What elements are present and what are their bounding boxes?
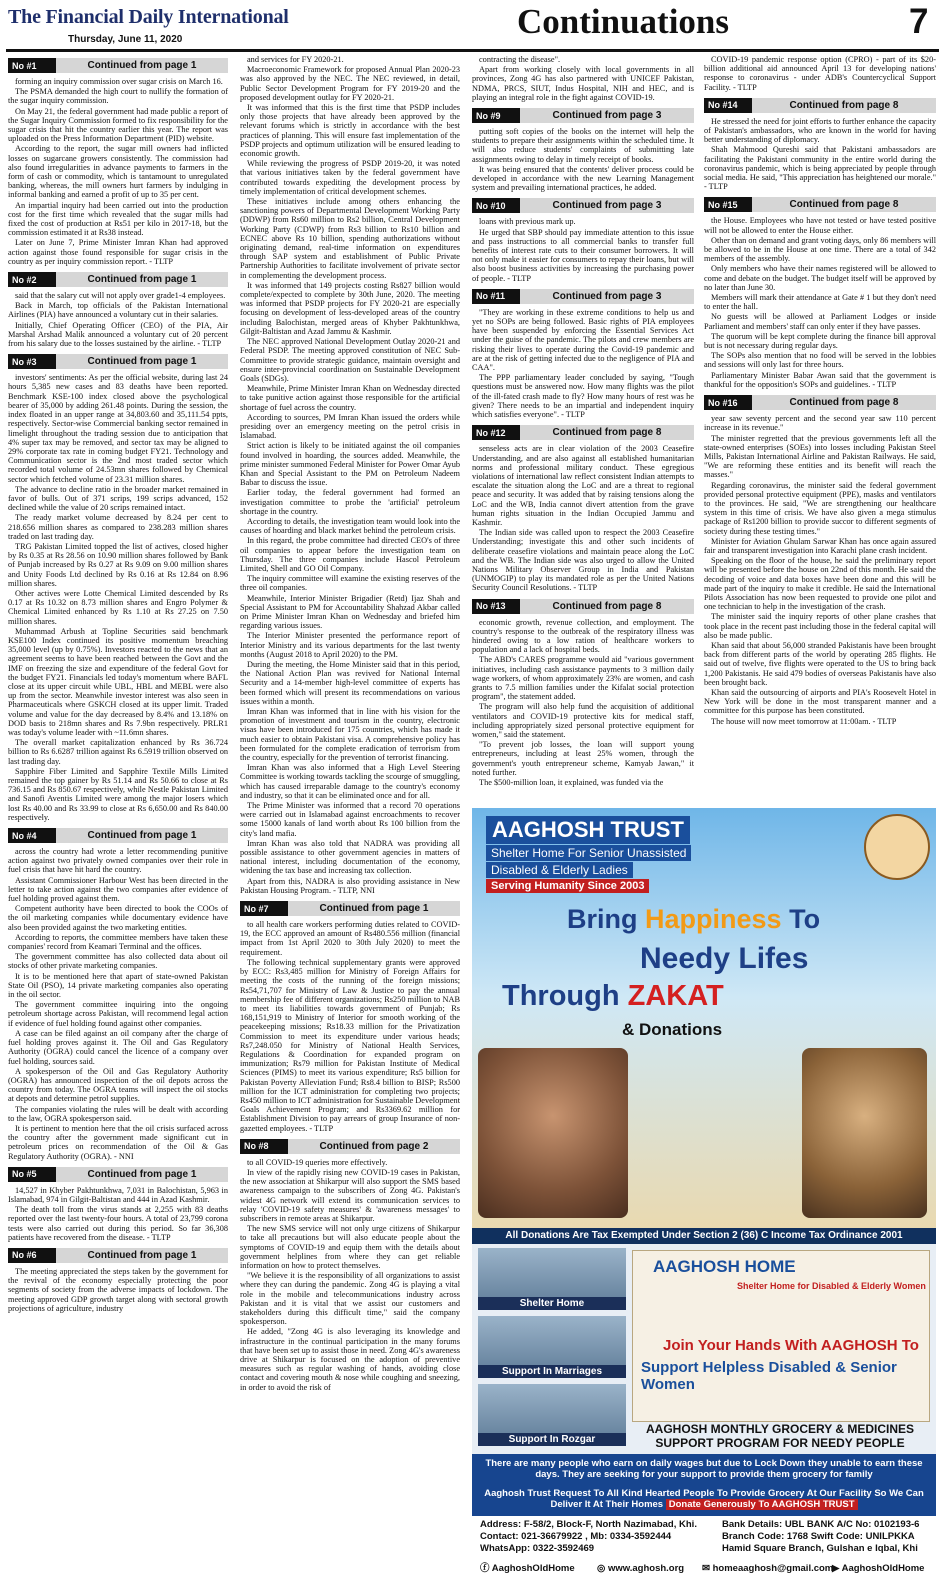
rozgar-support-tile bbox=[478, 1384, 626, 1446]
ad-tagline-2: Disabled & Elderly Ladies bbox=[486, 862, 633, 878]
paper-name: The Financial Daily International bbox=[8, 6, 289, 28]
story-paragraph: He added, "Zong 4G is also leveraging its knowledge and infrastructure in the continual participation in the many forums that have been set up to assist those in need. Zong 4G's awareness drive at Shikarpur is focused on the adoption of preventive measures such as regular washing of hands, avoiding close contact and covering mouth & nose while coughing and sneezing, in order to avoid the risk of bbox=[240, 1327, 460, 1392]
story-paragraph: The government committee inquiring into the ongoing petroleum shortage across Pakistan, will recommend legal action if evidence of fuel holding found against other companies. bbox=[8, 1000, 228, 1028]
story-number: No #7 bbox=[240, 901, 288, 916]
story-number: No #15 bbox=[704, 197, 752, 212]
ad-address: Address: F-58/2, Block-F, North Nazimabad, Khi. bbox=[480, 1519, 697, 1530]
story-paragraph: "To prevent job losses, the loan will support young entrepreneurs, including at least 25% women, through the government's youth entrepreneur scheme, Kamyab Jawan," it noted further. bbox=[472, 740, 694, 777]
ad-contact-phone: Contact: 021-36679922 , Mb: 0334-3592444 bbox=[480, 1531, 672, 1542]
story-paragraph: 14,527 in Khyber Pakhtunkhwa, 7,031 in Balochistan, 5,963 in Islamabad, 974 in Gilgit-Baltistan and 444 in Azad Kashmir. bbox=[8, 1185, 228, 1204]
story-number: No #6 bbox=[8, 1248, 56, 1263]
story-paragraph: The Interior Minister presented the performance report of Interior Ministry and its various departments for the last twenty months (August 2018 to April 2020) to the PM. bbox=[240, 631, 460, 659]
story-header bbox=[8, 58, 228, 73]
continued-from-label: Continued from page 1 bbox=[56, 354, 228, 369]
support-helpless-text: Support Helpless Disabled & Senior Women bbox=[641, 1359, 897, 1393]
continued-from-label: Continued from page 1 bbox=[56, 272, 228, 287]
continued-from-label: Continued from page 1 bbox=[56, 58, 228, 73]
elderly-woman-photo bbox=[478, 1048, 628, 1218]
story-paragraph: The $500-million loan, it explained, was funded via the bbox=[479, 778, 664, 787]
story-paragraph: It was informed that 149 projects costing Rs827 billion would complete/expected to complete by 30th June, 2020. The meeting was informed that PSDP projects for FY 2020-21 are especially focusing on development of less-developed areas of the country including Balochistan, merged areas of Khyber Pakhtunkhwa, Gilgit-Baltistan and Azad Jammu & Kashmir. bbox=[240, 280, 460, 336]
word-happiness: Happiness bbox=[645, 904, 782, 934]
story-paragraph: The PSMA demanded the high court to nullify the formation of the sugar inquiry commission. bbox=[8, 87, 228, 106]
ad-footer bbox=[472, 1454, 936, 1580]
story-paragraph: The meeting appreciated the steps taken by the government for the revival of the economy especially protecting the poor segments of society from the adverse impacts of lockdown. The meeting approved GDP growth target along with sectoral growth projections of agriculture, industry bbox=[8, 1266, 228, 1313]
story-paragraph: According to details, the investigation team would look into the causes of hoarding and black market behind the petroleum crisis. bbox=[240, 516, 460, 536]
story-paragraph: to all COVID-19 queries more effectively. bbox=[247, 1157, 388, 1167]
story-paragraph: Other actives were Lotte Chemical Limited descended by Rs 0.17 at Rs 10.32 on 8.73 million shares and Engro Polymer & Chemical Limited enhanced by Rs 1.10 at Rs 27.25 on 7.50 million shares. bbox=[8, 588, 228, 626]
branch-code: Branch Code: 1768 Swift Code: UNILPKKA bbox=[722, 1531, 915, 1542]
story-paragraph: According to the report, the sugar mill owners had inflicted losses on sugarcane growers consistently. The commission had also found irregularities in advance payments to farmers in the form of cash or commodity, which is tantamount to unregulated banking, whereas, the mill owners hurt farmers by indulging in informal banking and earned a profit of up to 35 per cent. bbox=[8, 144, 228, 200]
story-paragraph: He stressed the need for joint efforts to further enhance the capacity of Pakistan's ambassadors, who are known in the world for having better understanding of diplomacy. bbox=[704, 116, 936, 145]
ad-headline-4: & Donations bbox=[622, 1020, 723, 1039]
story-paragraph: The PPP parliamentary leader concluded by saying, "Tough questions must be answered now. How many flights was the pilot of the ill-fated crash made to fly? How many hours of rest was he given? There needs to be an impartial and independent inquiry which satisfies everyone". - TLTP bbox=[472, 373, 694, 420]
story-header bbox=[8, 272, 228, 287]
tile-label: Shelter Home bbox=[478, 1297, 626, 1310]
story-paragraph: The advance to decline ratio in the broader market remained in favor of bulls. Out of 371 scrips, 199 scrips advanced, 152 declined while the value of 20 scrips remained intact. bbox=[8, 484, 228, 513]
continued-story bbox=[472, 425, 694, 592]
story-header bbox=[8, 1248, 228, 1263]
page-number: 7 bbox=[909, 2, 929, 41]
home-subtitle: Shelter Home for Disabled & Elderly Women bbox=[737, 1281, 926, 1291]
story-paragraph: The following technical supplementary grants were approved by ECC: Rs3,485 million for Ministry of Foreign Affairs for meeting the costs of the running of the foreign missions; Rs54,71,707 for Ministry of Law & Justice to pay the annual membership fee of different organizations; Rs250 million to NAB to meet its liabilities towards government of Punjab; Rs 168,151,919 to Ministry of Interior for smooth working of the peacekeeping missions; Rs18.33 million for the Privatization Commission to meet its expenditure under various heads; Rs7,248.050 for Ministry of National Health Services, Regulations & Coordination for expanded program on immunization; Rs79 million for Pakistan Institute of Medical Sciences (PIMS) to meet its various expenditure; Rs5 billion for Pakistan Poverty Alleviation Fund; Rs8.4 billion to BISP; Rs500 million for the ICT administration for completing two projects; Rs450 million to ICT administration for Sustainable Development Goals Achievement Program; and Rs3369.62 million for Establishment Division to pay arrears of group Insurance of non-gazetted employees. - TLTP bbox=[240, 957, 460, 1133]
story-paragraph: Competent authority have been directed to book the COOs of the oil marketing companies while documentary evidence have also been provided against the two marketing entities. bbox=[8, 904, 228, 932]
website-text: www.aghosh.org bbox=[607, 1563, 685, 1574]
youtube-text: AaghoshOldHome bbox=[841, 1563, 925, 1574]
continued-story bbox=[704, 98, 936, 192]
story-header bbox=[8, 354, 228, 369]
story-paragraph: putting soft copies of the books on the internet will help the students to prepare their assignments within the scheduled time. It will also reduce students' complaints of submitting late assignments owing to delay in timely receipt of books. bbox=[472, 127, 694, 164]
continued-from-label: Continued from page 1 bbox=[56, 1248, 228, 1263]
join-hands-text: Join Your Hands With AAGHOSH To bbox=[663, 1337, 919, 1354]
facebook-text: AaghoshOldHome bbox=[491, 1563, 575, 1574]
ad-hero bbox=[472, 808, 936, 1228]
story-paragraph: Strict action is likely to be initiated against the oil companies found involved in hoarding, the sources added. Meanwhile, the prime minister summoned Federal Minister for Power Omar Ayub Khan and Special Assistant to the PM on Petroleum Nadeem Babar to discuss the issue. bbox=[240, 441, 460, 488]
story-number: No #16 bbox=[704, 395, 752, 410]
story-header bbox=[704, 98, 936, 113]
story-number: No #1 bbox=[8, 58, 56, 73]
ad-headline-2: Needy Lifes bbox=[640, 942, 809, 975]
story-paragraph: The companies violating the rules will be dealt with according to the law, OGRA spokesperson said. bbox=[8, 1104, 228, 1123]
continued-story bbox=[8, 1167, 228, 1242]
story-paragraph: The Prime Minister was informed that a record 70 operations were carried out in Islamabad against encroachments to recover some 15000 kanals of land worth about Rs 100 billion from the city's land mafia. bbox=[240, 801, 460, 838]
story-paragraph: The new SMS service will not only urge citizens of Shikarpur to take all precautions but will also educate people about the symptoms of COVID-19 and equip them with the details about government helplines from where they can get reliable information on how to protect themselves. bbox=[240, 1224, 460, 1270]
continued-from-label: Continued from page 3 bbox=[520, 108, 694, 123]
email bbox=[702, 1563, 833, 1574]
story-paragraph: investors' sentiments: As per the official website, during last 24 hours 5,385 new cases and 83 deaths have been reported. Benchmark KSE-100 index closed above the psychological bearer of 35,000 by adding 261.48 points. During the session, the index floated in an upper range at 34,803.60 and 35,111.54 ppts, respectively. Sector-wise Commercial banking sector remained in limelight throughout the trading session due to anticipation that 4% super tax may be removed, and sector tax may be aligned to 29% corporate tax rate in coming budget FY21. Technology and Communication sector is the 2nd most traded sector which recorded total volume of 24.53mn shares followed by Chemical sector which fetched volume of 23.31 million shares. bbox=[8, 373, 228, 484]
aaghosh-home-panel bbox=[632, 1250, 930, 1422]
story-header bbox=[704, 395, 936, 410]
facebook-icon: ⓕ bbox=[480, 1563, 492, 1574]
ad-whatsapp: WhatsApp: 0322-3592469 bbox=[480, 1543, 595, 1554]
continued-story bbox=[240, 55, 460, 895]
story-paragraph: Assistant Commissioner Harbour West has been directed in the letter to take action against the two companies after evidence of fuel holding proved against them. bbox=[8, 875, 228, 904]
story-header bbox=[8, 828, 228, 843]
story-paragraph: forming an inquiry commission over sugar crisis on March 16. bbox=[15, 77, 223, 86]
monthly-line-2: SUPPORT PROGRAM FOR NEEDY PEOPLE bbox=[655, 1436, 905, 1450]
youtube-icon: ▶ bbox=[832, 1563, 842, 1574]
story-paragraph: During the meeting, the Home Minister said that in this period, the National Action Plan was revived for National Internal Security and a 14-member high-level committee of experts has been formed which will present its recommendations on various issues within a month. bbox=[240, 660, 460, 706]
story-paragraph: The inquiry committee will examine the existing reserves of the three oil companies. bbox=[240, 574, 460, 593]
story-paragraph: loans with previous mark up. bbox=[479, 217, 576, 227]
continued-story bbox=[472, 599, 694, 788]
story-paragraph: In view of the rapidly rising new COVID-19 cases in Pakistan, the new association at Shikarpur will also support the SMS based awareness campaign to the subscribers of Zong 4G. Pakistan's widest 4G network will extend its communication services to relay 'COVID-19 safety measures' & 'awareness messages' to subscribers in remote areas at Shikarpur. bbox=[240, 1167, 460, 1223]
story-paragraph: Initially, Chief Operating Officer (CEO) of the PIA, Air Marshal Arshad Malik announced a voluntary cut of 20 percent from his salary due to the losses sustained by the airline. - TLTP bbox=[8, 320, 228, 349]
facebook-handle bbox=[480, 1563, 575, 1574]
story-paragraph: The quorum will be kept complete during the finance bill approval but is not necessary during regular days. bbox=[704, 331, 936, 351]
request-line: Aaghosh Trust Request To All Kind Hearted People To Provide Grocery At Our Facility So We Can Deliver It At Their Homes bbox=[484, 1488, 924, 1510]
story-header bbox=[472, 425, 694, 440]
story-number: No #14 bbox=[704, 98, 752, 113]
continued-from-label: Continued from page 3 bbox=[520, 198, 694, 213]
story-paragraph: In this regard, the probe committee had directed CEO's of three oil companies to appear before the investigation team on Thursday. The three companies include Hascol Petroleum Limited, Shell and GO Oil Company. bbox=[240, 536, 460, 573]
story-paragraph: He urged that SBP should pay immediate attention to this issue and pass instructions to all commercial banks to transfer full benefits of interest rate cuts to their consumer borrowers. It will not only make it easier for consumers to repay their loans, but will also boost business activities by increasing the purchasing power of people. - TLTP bbox=[472, 227, 694, 283]
story-number: No #10 bbox=[472, 198, 520, 213]
story-paragraph: An impartial inquiry had been carried out into the production cost for the first time which revealed that the sugar mills had fixed the cost of production at Rs51 per kilo in 2017-18, but the commission estimated it at Rs38 instead. bbox=[8, 200, 228, 238]
story-paragraph: contracting the disease". bbox=[479, 55, 561, 64]
story-paragraph: Members will mark their attendance at Gate # 1 but they don't need to enter the hall. bbox=[704, 293, 936, 312]
story-paragraph: senseless acts are in clear violation of the 2003 Ceasefire Understanding, and are also against all established humanitarian norms and professional military conduct. These egregious violations of international law reflect consistent Indian attempts to escalate the situation along the LoC and are a threat to regional peace and security. It was added that by raising tensions along the LoC and the WB, India cannot divert attention from the grave human rights situation in the Indian Occupied Jammu and Kashmir. bbox=[472, 444, 694, 527]
continued-from-label: Continued from page 8 bbox=[752, 98, 936, 113]
story-number: No #2 bbox=[8, 272, 56, 287]
continued-story bbox=[240, 1139, 460, 1392]
word-through: Through bbox=[502, 980, 620, 1012]
home-title: AAGHOSH HOME bbox=[653, 1257, 796, 1276]
story-paragraph: It is pertinent to mention here that the oil crisis surfaced across the country after the government made significant cut in petroleum prices on recommendation of the Oil & Gas Regulatory Authority (OGRA). - NNI bbox=[8, 1123, 228, 1161]
story-paragraph: The overall market capitalization enhanced by Rs 36.724 billion to Rs 6.6287 trillion against Rs 6.5919 trillion observed on last trading day. bbox=[8, 738, 228, 766]
word-bring: Bring bbox=[567, 904, 638, 934]
story-paragraph: Parliamentary Minister Babar Awan said that the government is thankful for the opposition's SOPs and guidelines. - TLTP bbox=[704, 370, 936, 389]
story-paragraph: Apart from this, NADRA is also providing assistance in New Pakistan Housing Program. - TLTP, NNI bbox=[240, 876, 460, 895]
story-paragraph: The death toll from the virus stands at 2,255 with 83 deaths reported over the last twenty-four hours. A total of 23,799 corona tests were also carried out during this period. So far 36,308 patients have recovered from the disease. - TLTP bbox=[8, 1205, 228, 1242]
trust-seal-icon bbox=[864, 814, 930, 880]
continued-story bbox=[472, 289, 694, 419]
story-header bbox=[8, 1167, 228, 1182]
masthead-rule bbox=[6, 49, 939, 52]
story-header bbox=[240, 901, 460, 916]
marriage-support-tile bbox=[478, 1316, 626, 1378]
story-paragraph: TRG Pakistan Limited topped the list of actives, closed higher by Rs 0.35 at Rs 28.56 on 10.90 million shares followed by Bank of Punjab increased by Rs 0.27 at Rs 9.09 on 9.00 million shares and Unity Foods Ltd declined by Rs 0.16 at Rs 12.84 on 8.96 million shares. bbox=[8, 541, 228, 588]
story-paragraph: Earlier today, the federal government had formed an investigation committee to probe the 'artificial' petroleum shortage in the country. bbox=[240, 488, 460, 516]
story-paragraph: COVID-19 pandemic response option (CPRO) - part of its $20-billion additional aid announced April 13 for developing nations' response to coronavirus - under ADB's Countercyclical Support Facility. - TLTP bbox=[704, 55, 936, 92]
story-number: No #4 bbox=[8, 828, 56, 843]
story-number: No #5 bbox=[8, 1167, 56, 1182]
story-paragraph: The ABD's CARES programme would aid "various government initiatives, including cash assistance payments to 3 million daily wage workers, of whom approximately 23% are women, and cash grants to 7.5 million families under the Kifalat social protection program", the statement added. bbox=[472, 655, 694, 702]
story-paragraph: The minister said the inquiry reports of other plane crashes that took place in the recent past including those in the federal capital will also be made public. bbox=[704, 612, 936, 640]
story-header bbox=[240, 1139, 460, 1154]
story-paragraph: Macroeconomic Framework for proposed Annual Plan 2020-23 was also approved by the NEC. The NEC reviewed, in detail, Public Sector Development Program for FY 2019-20 and the proposed development outlay for FY 2020-21. bbox=[240, 65, 460, 102]
continued-story bbox=[8, 828, 228, 1161]
continued-story bbox=[240, 901, 460, 1133]
story-paragraph: Khan said the outsourcing of airports and PIA's Roosevelt Hotel in New York will be done in the most transparent manner and a committee for this purpose has been constituted. bbox=[704, 687, 936, 716]
globe-icon: ◎ bbox=[597, 1563, 608, 1574]
continued-from-label: Continued from page 8 bbox=[752, 197, 936, 212]
story-paragraph: Imran Khan was informed that in line with his vision for the promotion of investment and tourism in the country, electronic visas have been introduced for 175 countries, which has made it much easier to obtain Pakistani visa. A comprehensive policy has been formulated for the complete eradication of terrorism from the country, especially for the prevention of terrorist financing. bbox=[240, 707, 460, 763]
story-number: No #8 bbox=[240, 1139, 288, 1154]
story-paragraph: A spokesperson of the Oil and Gas Regulatory Authority (OGRA) has announced inspection of the oil depots across the country from today. The OGRA teams will inspect the oil stocks at depots and determine petrol supplies. bbox=[8, 1066, 228, 1104]
email-icon: ✉ bbox=[702, 1563, 713, 1574]
story-number: No #11 bbox=[472, 289, 520, 304]
issue-date: Thursday, June 11, 2020 bbox=[68, 34, 183, 45]
story-paragraph: Imran Khan was also informed that a High Level Steering Committee is working towards tackling the scourge of smuggling, which has caused irreparable damage to the country's economy and industry, so that it can be eliminated once and for all. bbox=[240, 763, 460, 800]
story-paragraph: Later on June 7, Prime Minister Imran Khan had approved action against those found responsible for sugar crisis in the country as per inquiry commission report. - TLTP bbox=[8, 238, 228, 266]
tax-exemption-banner: All Donations Are Tax Exempted Under Section 2 (36) C Income Tax Ordinance 2001 bbox=[472, 1228, 936, 1244]
story-paragraph: across the country had wrote a letter recommending punitive action against two privately owned companies over their role in fuel crisis that have hit hard the country. bbox=[8, 847, 228, 875]
ad-brand: AAGHOSH TRUST bbox=[486, 816, 690, 844]
story-paragraph: No guests will be allowed at Parliament Lodges or inside Parliament and members' staff can only enter if they have passes. bbox=[704, 312, 936, 331]
story-paragraph: and services for FY 2020-21. bbox=[247, 55, 344, 64]
continued-story bbox=[472, 198, 694, 282]
story-paragraph: A case can be filed against an oil company after the charge of fuel holding proves against it. The Oil and Gas Regulatory Authority (OGRA) could cancel the licence of a company over fuel holding, sources said. bbox=[8, 1028, 228, 1066]
appeal-text: There are many people who earn on daily wages but due to Lock Down they unable to earn these days. They are seeking for your support to provide them grocery for family bbox=[485, 1458, 923, 1480]
continued-from-label: Continued from page 1 bbox=[56, 828, 228, 843]
word-to: To bbox=[789, 904, 821, 934]
story-paragraph: According to reports, the committee members have taken these companies' record from Keamari Terminal and the offices. bbox=[8, 932, 228, 952]
story-paragraph: Khan said that about 56,000 stranded Pakistanis have been brought back from different parts of the world by operating 285 flights. He said out of twelve, five flights were operated to the US to bring back 1,200 Pakistanis. He said 479 bodies of overseas Pakistanis have also been brought back. bbox=[704, 640, 936, 687]
section-title: Continuations bbox=[517, 2, 730, 41]
story-paragraph: Other than on demand and grant voting days, only 86 members will be allowed to be in the House at one time. There are a total of 342 members of the assembly. bbox=[704, 235, 936, 264]
story-paragraph: The SOPs also mention that no food will be served in the lobbies and sessions will only last for three hours. bbox=[704, 351, 936, 370]
continued-story bbox=[704, 395, 936, 726]
story-paragraph: Regarding coronavirus, the minister said the federal government provided personal protective equipment (PPE), masks and ventilators to the provinces. He said, "We are strengthening our healthcare system in this time of crisis. We have also given a mega stimulus package of Rs1200 billion to provide succor to different segments of society during these testing times." bbox=[704, 480, 936, 536]
continued-story bbox=[472, 55, 694, 102]
continued-story bbox=[8, 1248, 228, 1313]
donate-call: Donate Generously To AAGHOSH TRUST bbox=[666, 1499, 858, 1510]
story-paragraph: Imran Khan was also told that NADRA was providing all possible assistance to other government agencies in matters of national interest, including documentation of the economy, widening the tax base and increasing tax collection. bbox=[240, 838, 460, 876]
story-paragraph: "We believe it is the responsibility of all organizations to assist where they can during the pandemic. Zong 4G is playing a vital role in the mobile and telecommunications industry across Pakistan and it is vital that we assist our customers and stakeholders during this difficult time," said the company spokesperson. bbox=[240, 1271, 460, 1327]
story-paragraph: Apart from working closely with local governments in all provinces, Zong 4G has also partnered with UNICEF Pakistan, NDMA, PRCS, SIUT, Indus Hospital, NIH and HEC, and is playing an integral role in the fight against COVID-19. bbox=[472, 65, 694, 102]
continued-story bbox=[8, 272, 228, 348]
bank-details: Bank Details: UBL BANK A/C No: 0102193-6 bbox=[722, 1519, 920, 1530]
column-1 bbox=[8, 55, 228, 1580]
request-text bbox=[478, 1488, 930, 1510]
story-paragraph: The Indian side was called upon to respect the 2003 Ceasefire Understanding; investigate this and other such incidents of deliberate ceasefire violations and maintain peace along the LoC and the WB. The Indian side was also urged to allow the United Nations Military Observer Group in India and Pakistan (UNMOGIP) to play its mandated role as per the United Nations Security Council Resolutions. - TLTP bbox=[472, 528, 694, 593]
continued-story bbox=[472, 108, 694, 192]
continued-story bbox=[704, 55, 936, 92]
story-paragraph: said that the salary cut will not apply over grade1-4 employees. bbox=[15, 291, 226, 301]
aaghosh-trust-advertisement bbox=[472, 808, 936, 1580]
story-header bbox=[472, 108, 694, 123]
continued-story bbox=[8, 58, 228, 266]
story-paragraph: The program will also help fund the acquisition of additional ventilators and COVID-19 protective kits for medical staff, including appropriately sized personal protective equipment for women," said the statement. bbox=[472, 702, 694, 739]
ad-tagline-3: Serving Humanity Since 2003 bbox=[486, 879, 649, 893]
story-paragraph: The minister regretted that the previous governments left all the state-owned enterprises (SOEs) into losses including Pakistan Steel Mills, Pakistan International Airline and Pakistan Railways. He said, "We are reforming these entities and its benefit will reach the masses." bbox=[704, 433, 936, 480]
story-paragraph: The NEC approved National Development Outlay 2020-21 and Federal PSDP. The meeting approved constitution of NEC Sub-Committee to provide strategic guidance, maintain oversight and ensure inter-provincial coordination on Sustainable Development Goals (SDGs). bbox=[240, 337, 460, 383]
story-paragraph: Sapphire Fiber Limited and Sapphire Textile Mills Limited remained the top gainer by Rs 51.14 and Rs 50.66 to close at Rs 736.15 and Rs 850.67 respectively, while Nestle Pakistan Limited and Sanofi Aventis Limited were among the major losers which lost Rs 40.00 and Rs 33.99 to close at Rs 6,650.00 and Rs 840.00 respectively. bbox=[8, 766, 228, 822]
story-header bbox=[472, 289, 694, 304]
story-paragraph: Shah Mahmood Qureshi said that Pakistani ambassadors are facilitating the Pakistani community in the entire world during the coronavirus pandemic, which is being appreciated by people through social media. He said, "This appreciation has heightened our morale." - TLTP bbox=[704, 145, 936, 192]
continued-from-label: Continued from page 8 bbox=[752, 395, 936, 410]
story-paragraph: Back in March, top officials of the Pakistan International Airlines (PIA) have announced a voluntary cut in their salaries. bbox=[8, 301, 228, 320]
story-number: No #9 bbox=[472, 108, 520, 123]
branch-address: Hamid Square Branch, Gulshan e Iqbal, Khi bbox=[722, 1543, 918, 1554]
story-paragraph: Muhammad Arbush at Topline Securities said benchmark KSE100 Index continued its positive momentum breaching 35,000 level (up by 0.75%). Investors reacted to the news that an agreement seems to have been reached between the Govt and the IMF on freezing the size and expenditure of the federal Govt for the budget FY21. Financials led today's momentum where BAFL close at its upper circuit while UBL, HBL and MEBL were also up from the sector. Meanwhile investor interest was also seen in Pharmaceuticals where GSKCH closed at its upper limit. Traded volume and value for the day decreased by 8.4% and 13.18% on DOD basis to 218mn shares and Rs 7.9bn respectively. PRLR1 was today's volume leader with ~11.6mn shares. bbox=[8, 626, 228, 737]
continued-story bbox=[704, 197, 936, 389]
story-paragraph: Meanwhile, Interior Minister Brigadier (Retd) Ijaz Shah and Special Assistant to PM for Accountability Shahzad Akbar called on Prime Minister Imran Khan on Wednesday and briefed him regarding various issues. bbox=[240, 593, 460, 631]
story-paragraph: It is to be mentioned here that apart of state-owned Pakistan State Oil (PSO), 14 private marketing companies also operating in the oil sector. bbox=[8, 971, 228, 1000]
story-number: No #3 bbox=[8, 354, 56, 369]
story-paragraph: According to sources, PM Imran Khan issued the orders while presiding over an emergency meeting on the petrol crisis in Islamabad. bbox=[240, 412, 460, 441]
column-2 bbox=[240, 55, 460, 1580]
story-paragraph: It was being ensured that the contents' deliver process could be developed in accordance with the new Learning Management system and prevailing international practices, he added. bbox=[472, 164, 694, 193]
story-paragraph: "They are working in these extreme conditions to help us and yet no SOPs are being followed. Basic rights of PIA employees have been suspended by enforcing the Essential Services Act under the guise of the pandemic. The pilots and crew members are risking their lives to operate during the Covid-19 pandemic and are at the risk of getting infected due to the negligence of PIA and CAA". bbox=[472, 307, 694, 373]
ad-services bbox=[472, 1244, 936, 1454]
story-paragraph: Meanwhile, Prime Minister Imran Khan on Wednesday directed to take punitive action against those responsible for the artificial shortage of fuel across the country. bbox=[240, 384, 460, 412]
story-paragraph: year saw seventy percent and the second year saw 110 percent increase in its revenue." bbox=[704, 414, 936, 433]
monthly-line-1: AAGHOSH MONTHLY GROCERY & MEDICINES bbox=[645, 1422, 915, 1436]
story-paragraph: The ready market volume decreased by 8.24 per cent to 218.656 million shares as compared to 238.283 million shares traded on last trading day. bbox=[8, 513, 228, 541]
continued-story bbox=[8, 354, 228, 822]
tile-label: Support In Marriages bbox=[478, 1365, 626, 1378]
story-paragraph: The house will now meet tomorrow at 11:00am. - TLTP bbox=[711, 716, 897, 726]
shelter-home-tile bbox=[478, 1248, 626, 1310]
story-paragraph: to all health care workers performing duties related to COVID-19, the ECC approved an amount of Rs480.556 million (financial impact from 1st April 2020 to 30th July 2020) to meet the requirement. bbox=[240, 920, 460, 957]
story-paragraph: It was informed that this is the first time that PSDP includes only those projects that have already been approved by the relevant forums which is strictly in accordance with the best practices of planning. This will ensure fast implementation of the PSDP projects and optimum utilization will be ensured leading to economic growth. bbox=[240, 103, 460, 159]
email-text: homeaaghosh@gmail.com bbox=[712, 1563, 834, 1574]
story-paragraph: While reviewing the progress of PSDP 2019-20, it was noted that various initiatives taken by the federal government have contributed towards expediting the development process by timely implementation of critical development schemes. bbox=[240, 159, 460, 196]
monthly-program bbox=[632, 1422, 928, 1450]
story-paragraph: economic growth, revenue collection, and employment. The country's response to the outbreak of the respiratory illness was hindered owing to a low ration of healthcare workers to population and a lack of hospital beds. bbox=[472, 617, 694, 655]
story-paragraph: Minister for Aviation Ghulam Sarwar Khan has once again assured fair and transparent investigation into Karachi plane crash incident. bbox=[704, 536, 936, 555]
masthead bbox=[0, 0, 945, 50]
contact-block bbox=[472, 1516, 936, 1580]
youtube-handle bbox=[832, 1563, 924, 1574]
story-header bbox=[472, 599, 694, 614]
tile-label: Support In Rozgar bbox=[478, 1433, 626, 1446]
continued-from-label: Continued from page 3 bbox=[520, 289, 694, 304]
story-number: No #13 bbox=[472, 599, 520, 614]
story-number: No #12 bbox=[472, 425, 520, 440]
story-paragraph: The government committee has also collected data about oil stocks of other private marketing companies. bbox=[8, 952, 228, 971]
continued-from-label: Continued from page 8 bbox=[520, 599, 694, 614]
ad-tagline-1: Shelter Home For Senior Unassisted bbox=[486, 845, 691, 861]
continued-from-label: Continued from page 2 bbox=[288, 1139, 460, 1154]
story-paragraph: the House. Employees who have not tested or have tested positive will not be allowed to enter the House either. bbox=[704, 216, 936, 235]
ad-headline-1 bbox=[567, 904, 820, 935]
continued-from-label: Continued from page 1 bbox=[56, 1167, 228, 1182]
story-header bbox=[704, 197, 936, 212]
story-paragraph: Only members who have their names registered will be allowed to come and debate on the budget. The budget itself will be approved by no later than June 30. bbox=[704, 264, 936, 292]
continued-from-label: Continued from page 8 bbox=[520, 425, 694, 440]
elderly-woman-photo-2 bbox=[802, 1048, 927, 1218]
word-zakat: ZAKAT bbox=[627, 980, 724, 1012]
website bbox=[597, 1563, 684, 1574]
story-paragraph: These initiatives include among others enhancing the sanctioning powers of Departmental Development Working Party (DDWP) from Rs60 million to Rs2 billion, Central Development Working Party (CDWP) from Rs3 billion to Rs10 billion and ECNEC above Rs 10 billion, spending authorizations without originating demand, real-time information on expenditures through SAP system and establishment of Public Private Partnership Authorities to facilitate involvement of private sector in complementing the development process. bbox=[240, 197, 460, 280]
story-paragraph: On May 21, the federal government had made public a report of the Sugar Inquiry Commission formed to fix responsibility for the sugar crisis that hit the country earlier this year. The report was uploaded on the Press Information Department (PID) website. bbox=[8, 106, 228, 144]
ad-headline-3 bbox=[502, 980, 724, 1013]
continued-from-label: Continued from page 1 bbox=[288, 901, 460, 916]
story-header bbox=[472, 198, 694, 213]
story-paragraph: Speaking on the floor of the house, he said the preliminary report will be presented before the house on 22nd of this month. He said the decoding of voice and data boxes have been done and this will be made part of the inquiry to make it credible. He said the International Pilots Association has now been requested to provide one pilot and one technician to help in the investigation of the crash. bbox=[704, 556, 936, 612]
